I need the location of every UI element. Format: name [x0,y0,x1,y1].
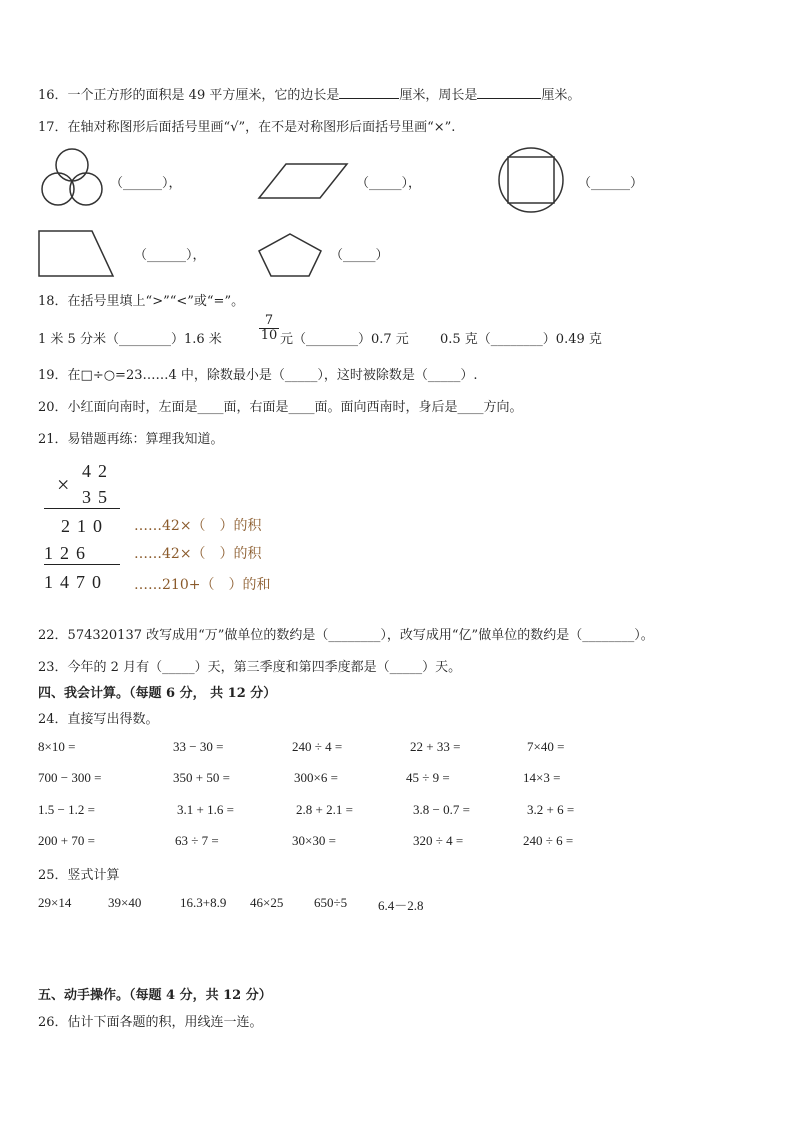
question-26: 26．估计下面各题的积，用线连一连。 [38,1015,263,1030]
mental-calc[interactable]: 33 − 30 = [173,739,224,754]
mental-calc[interactable]: 200 + 70 = [38,833,95,848]
times-sign: × [57,472,77,497]
mental-calc[interactable]: 700 − 300 = [38,770,102,785]
vertical-calc-item[interactable]: 650÷5 [314,895,348,910]
mental-calc[interactable]: 3.1 + 1.6 = [177,802,234,817]
square-in-circle-figure [497,146,565,214]
mental-calc[interactable]: 240 ÷ 4 = [292,739,343,754]
question-16 [38,84,580,103]
compare-2[interactable]: 元（________）0.7 元 [280,332,409,347]
multiplier: 35 [82,487,114,507]
question-24: 24．直接写出得数。 [38,712,159,727]
answer-paren[interactable]: （______）， [134,248,206,263]
note-3[interactable]: ……210+（ ）的和 [134,577,271,593]
vertical-calc-item[interactable]: 46×25 [250,895,284,910]
question-23: 23．今年的 2 月有（_____）天，第三季度和第四季度都是（_____）天。 [38,660,462,675]
answer-blank[interactable] [477,84,541,99]
fraction-denominator: 10 [260,327,278,343]
compare-1[interactable]: 1 米 5 分米（________）1.6 米 [38,332,222,347]
question-20: 20．小红面向南时，左面是____面，右面是____面。面向西南时，身后是____方向。 [38,400,523,415]
answer-paren[interactable]: （_____）， [356,176,422,191]
q16-prefix: 16．一个正方形的面积是 49 平方厘米，它的边长是 [38,88,340,103]
vertical-calc-item[interactable]: 29×14 [38,895,72,910]
mental-calc[interactable]: 22 + 33 = [410,739,461,754]
mental-calc[interactable]: 3.2 + 6 = [527,802,575,817]
answer-paren[interactable]: （_____） [330,248,389,263]
rule-line [44,564,120,565]
mental-calc[interactable]: 240 ÷ 6 = [523,833,574,848]
question-18: 18．在括号里填上“>”“<”或“=”。 [38,294,245,309]
compare-3[interactable]: 0.5 克（________）0.49 克 [440,332,602,347]
note-1[interactable]: ……42×（ ）的积 [134,518,262,534]
mental-calc[interactable]: 320 ÷ 4 = [413,833,464,848]
mental-calc[interactable]: 30×30 = [292,833,336,848]
mental-calc[interactable]: 14×3 = [523,770,561,785]
answer-paren[interactable]: （______）， [110,176,182,191]
final-product: 1470 [44,572,108,592]
answer-paren[interactable]: （______） [578,176,644,191]
mental-calc[interactable]: 63 ÷ 7 = [175,833,219,848]
vertical-calc-item[interactable]: 16.3+8.9 [180,895,227,910]
question-21: 21．易错题再练：算理我知道。 [38,432,224,447]
question-22: 22．574320137 改写成用“万”做单位的数约是（________），改写成用“亿”做单位的数约是（________）。 [38,628,654,643]
q16-middle: 厘米，周长是 [399,88,478,103]
multiplicand: 42 [82,461,114,481]
fraction-numerator: 7 [264,313,274,328]
mental-calc[interactable]: 7×40 = [527,739,565,754]
parallelogram-figure [258,161,350,201]
mental-calc[interactable]: 350 + 50 = [173,770,230,785]
mental-calc[interactable]: 300×6 = [294,770,338,785]
trapezoid-figure [38,229,116,279]
mental-calc[interactable]: 45 ÷ 9 = [406,770,450,785]
pentagon-figure [257,232,323,278]
q16-suffix: 厘米。 [541,88,581,103]
answer-blank[interactable] [339,84,399,99]
question-17: 17．在轴对称图形后面括号里画“√”，在不是对称图形后面括号里画“×”. [38,120,456,135]
vertical-calc-item[interactable]: 6.4－2.8 [378,898,424,913]
section-4-heading: 四、我会计算。（每题 6 分， 共 12 分） [38,686,277,701]
question-25: 25．竖式计算 [38,868,120,883]
question-19: 19．在□÷○=23……4 中，除数最小是（_____），这时被除数是（_____）. [38,368,478,383]
rule-line [44,508,120,509]
mental-calc[interactable]: 2.8 + 2.1 = [296,802,353,817]
section-5-heading: 五、动手操作。（每题 4 分，共 12 分） [38,988,272,1003]
partial-product-2: 126 [44,543,92,563]
fraction-7-10 [259,314,279,342]
three-circles-figure [40,147,104,211]
mental-calc[interactable]: 8×10 = [38,739,76,754]
mental-calc[interactable]: 1.5 − 1.2 = [38,802,95,817]
note-2[interactable]: ……42×（ ）的积 [134,546,262,562]
mental-calc[interactable]: 3.8 − 0.7 = [413,802,470,817]
vertical-calc-item[interactable]: 39×40 [108,895,142,910]
partial-product-1: 210 [61,516,109,536]
